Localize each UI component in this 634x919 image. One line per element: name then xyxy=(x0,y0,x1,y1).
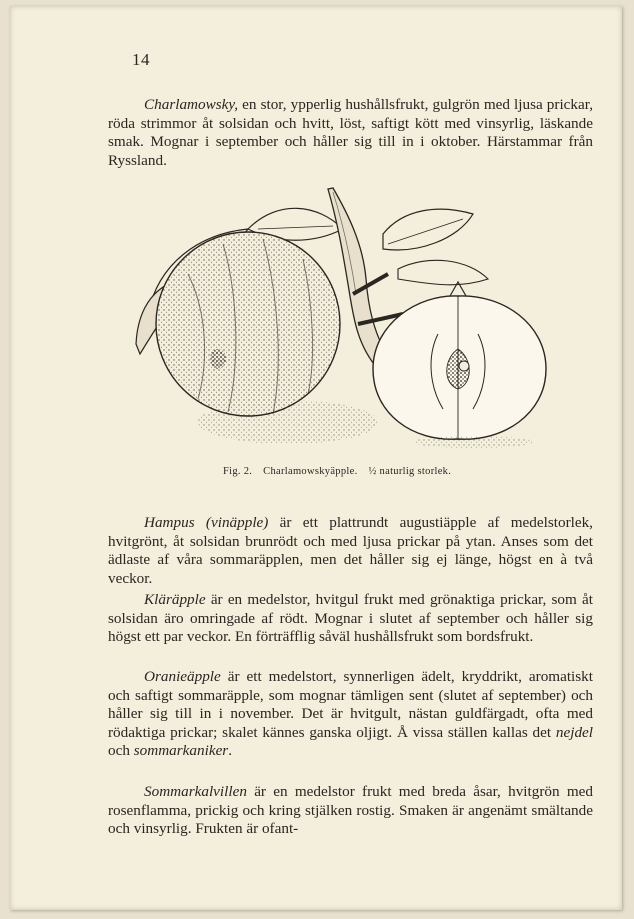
variety-name: Sommarkalvillen xyxy=(144,783,247,800)
variety-name: Charlamowsky, xyxy=(144,96,239,113)
charlamowsky-apple-drawing xyxy=(128,184,573,454)
paragraph-text-cont: och xyxy=(108,742,134,760)
paragraph-text: är ett plattrundt augustiäpple af medelstorlek, hvitgrönt, åt solsidan brunrödt och med ljusa prickar på ytan. Anses som det ädlaste af våra sommaräpplen, men det håller sig ej länge, högst en à två veckor. xyxy=(108,514,593,587)
paragraph-text: är ett medelstort, synnerligen ädelt, kryddrikt, aromatiskt och saftigt sommaräpple, som mognar tämligen sent (slutet af september) och håller sig till in i november. Det är hvitgult, nästan guldfärgadt, ofta med rödaktiga prickar; skalet kännes ganska oljigt. Å vissa ställen kallas det xyxy=(108,668,593,741)
paragraph-text: en stor, ypperlig hushållsfrukt, gulgrön med ljusa prickar, röda strimmor åt solsidan och hvitt, löst, saftigt kött med vinsyrlig, läskande smak. Mognar i september och håller sig till in i oktober. Härstammar från Ryssland. xyxy=(108,96,593,169)
alt-name-sommarkaniker: sommarkaniker xyxy=(133,742,229,760)
paragraph-text: är en medelstor frukt med breda åsar, hvitgrön med rosenflamma, prickig och kring stjälken rostig. Smaken är angenämt smältande och vinsyrlig. Frukten är ofant- xyxy=(108,783,593,838)
paragraph-sommarkalvillen xyxy=(108,783,593,839)
paragraph-hampus xyxy=(108,514,593,588)
figure-caption xyxy=(223,466,459,477)
variety-name: Kläräpple xyxy=(144,591,206,608)
alt-name-nejdel: nejdel xyxy=(555,723,593,741)
book-page xyxy=(10,6,622,910)
figure-scale: ½ naturlig storlek. xyxy=(368,466,452,477)
paragraph-text-end: . xyxy=(228,742,233,760)
paragraph-charlamowsky xyxy=(108,96,593,170)
page-number: 14 xyxy=(132,50,150,69)
paragraph-klarapple xyxy=(108,591,593,647)
apple-illustration xyxy=(128,184,573,454)
paragraph-oranieapple xyxy=(108,668,593,761)
variety-name: Hampus (vinäpple) xyxy=(144,514,269,531)
figure-title: Charlamowskyäpple. xyxy=(263,466,358,477)
variety-name: Oranieäpple xyxy=(144,668,221,685)
paragraph-text: är en medelstor, hvitgul frukt med grönaktiga prickar, som åt solsidan äro omringade af rödt. Mognar i slutet af september och håller sig högst ett par veckor. En förträfflig såväl hushållsfrukt som bordsfrukt. xyxy=(108,591,593,646)
figure-label: Fig. 2. xyxy=(223,466,253,477)
